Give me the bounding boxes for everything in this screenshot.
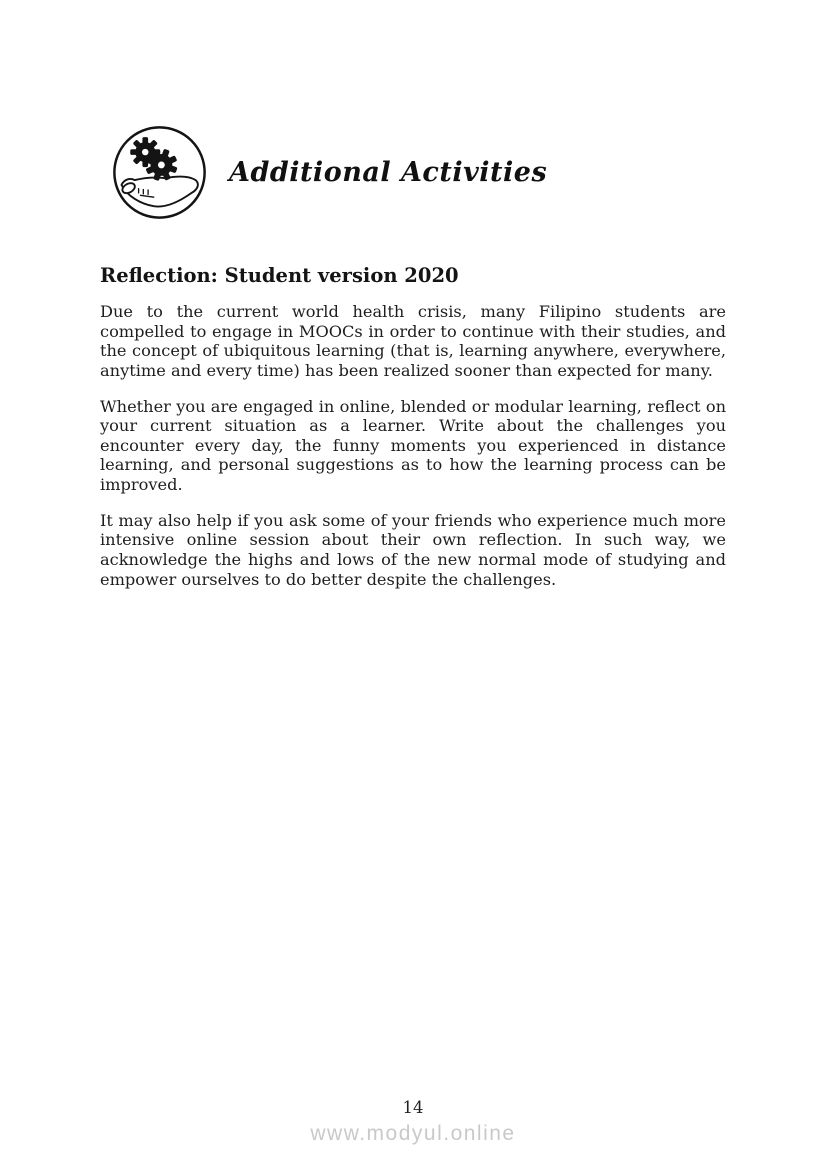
section-heading: Reflection: Student version 2020 — [100, 264, 459, 287]
watermark: www.modyul.online — [310, 1122, 516, 1145]
page-title: Additional Activities — [229, 157, 548, 188]
page-content — [100, 0, 726, 605]
paragraph: Whether you are engaged in online, blended or modular learning, reflect on your current situation as a learner. Write about the challenges you encounter every day, the funny moments you experienced in distance learning, and personal suggestions as to how the learning process can be improved. — [100, 396, 726, 494]
gears-in-open-hand-icon — [112, 125, 207, 220]
section-header — [112, 125, 726, 220]
page-number: 14 — [402, 1098, 424, 1117]
paragraph: Due to the current world health crisis, many Filipino students are compelled to engage in MOOCs in order to continue with their studies, and the concept of ubiquitous learning (that is, learning anywhere, everywhere, anytime and every time) has been realized sooner than expected for many. — [100, 302, 726, 380]
paragraph: It may also help if you ask some of your friends who experience much more intensive online session about their own reflection. In such way, we acknowledge the highs and lows of the new normal mode of studying and empower ourselves to do better despite the challenges. — [100, 510, 726, 589]
